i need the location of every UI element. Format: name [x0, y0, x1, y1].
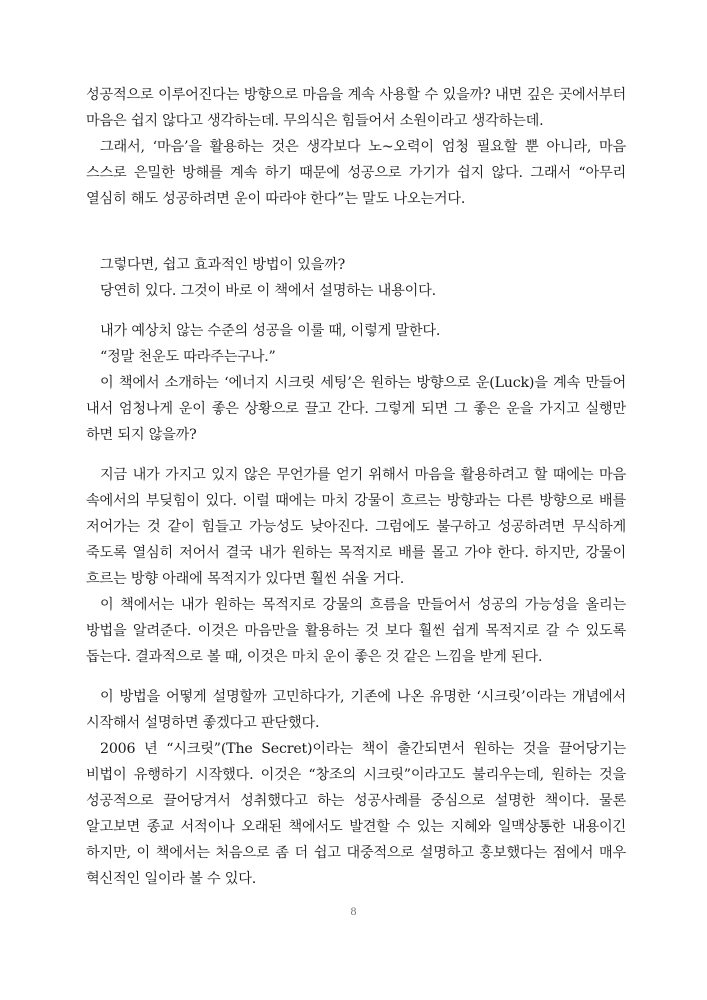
paragraph-6: “정말 천운도 따라주는구나.” [100, 349, 276, 365]
page-number: 8 [350, 904, 357, 918]
paragraph-4: 당연히 있다. 그것이 바로 이 책에서 설명하는 내용이다. [100, 283, 436, 299]
paragraph-5: 내가 예상치 않는 수준의 성공을 이룰 때, 이렇게 말한다. [100, 323, 441, 339]
paragraph-2: 그래서, ‘마음’을 활용하는 것은 생각보다 노~오력이 엄청 필요할 뿐 아니라, 마음 스스로 은밀한 방해를 계속 하기 때문에 성공으로 가기가 쉽지 않다. 그래서 “아무리 열심히 해도 성공하려면 운이 따라야 한다”는 말도 나오는거다. [86, 139, 626, 207]
paragraph-spacer [86, 448, 626, 462]
paragraph-3: 그렇다면, 쉽고 효과적인 방법이 있을까? [100, 257, 346, 273]
paragraph-9: 이 책에서는 내가 원하는 목적지로 강물의 흐름을 만들어서 성공의 가능성을 올리는 방법을 알려준다. 이것은 마음만을 활용하는 것 보다 훨씬 쉽게 목적지로 갈 수 있도록 돕는다. 결과적으로 볼 때, 이것은 마치 운이 좋은 것 같은 느낌을 받게 된다. [86, 597, 626, 665]
paragraph-spacer [86, 670, 626, 684]
section-spacer [86, 212, 626, 252]
paragraph-10: 이 방법을 어떻게 설명할까 고민하다가, 기존에 나온 유명한 ‘시크릿’이라는 개념에서 시작해서 설명하면 좋겠다고 판단했다. [86, 689, 626, 731]
paragraph-7: 이 책에서 소개하는 ‘에너지 시크릿 세팅’은 원하는 방향으로 운(Luck)을 계속 만들어 내서 엄청나게 운이 좋은 상황으로 끌고 간다. 그렇게 되면 그 좋은 운을 가지고 실행만 하면 되지 않을까? [86, 375, 626, 443]
page-body [86, 82, 626, 892]
paragraph-11: 2006 년 “시크릿”(The Secret)이라는 책이 출간되면서 원하는 것을 끌어당기는 비법이 유행하기 시작했다. 이것은 “창조의 시크릿”이라고도 불리우는데, 원하는 것을 성공적으로 끌어당겨서 성취했다고 하는 성공사례를 중심으로 설명한 책이다. 물론 알고보면 종교 서적이나 오래된 책에서도 발견할 수 있는 지혜와 일맥상통한 내용이긴 하지만, 이 책에서는 처음으로 좀 더 쉽고 대중적으로 설명하고 홍보했다는 점에서 매우 혁신적인 일이라 볼 수 있다. [86, 741, 626, 887]
paragraph-spacer [86, 304, 626, 318]
paragraph-8: 지금 내가 가지고 있지 않은 무언가를 얻기 위해서 마음을 활용하려고 할 때에는 마음 속에서의 부딪힘이 있다. 이럴 때에는 마치 강물이 흐르는 방향과는 다른 방향으로 배를 저어가는 것 같이 힘들고 가능성도 낮아진다. 그럼에도 불구하고 성공하려면 무식하게 죽도록 열심히 저어서 결국 내가 원하는 목적지로 배를 몰고 가야 한다. 하지만, 강물이 흐르는 방향 아래에 목적지가 있다면 훨씬 쉬울 거다. [86, 467, 626, 587]
paragraph-1: 성공적으로 이루어진다는 방향으로 마음을 계속 사용할 수 있을까? 내면 깊은 곳에서부터 마음은 쉽지 않다고 생각하는데. 무의식은 힘들어서 소원이라고 생각하는데. [86, 87, 626, 129]
